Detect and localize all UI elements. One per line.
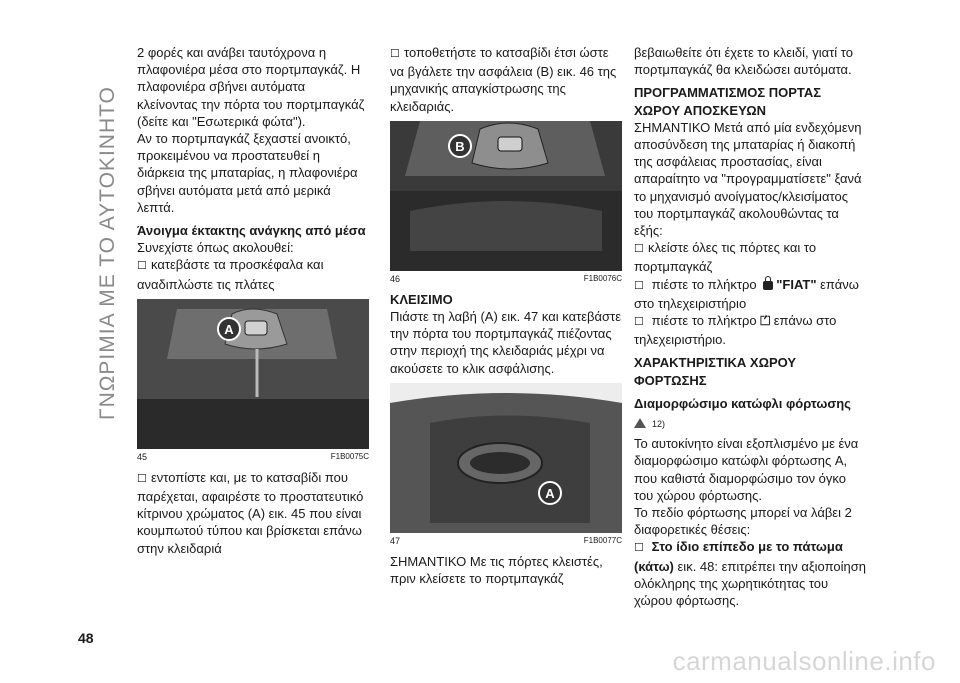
- tailgate-handle-photo: [390, 383, 622, 533]
- bullet-item: [634, 276, 866, 312]
- paragraph: βεβαιωθείτε ότι έχετε το κλειδί, γιατί το πορτμπαγκάζ θα κλειδώσει αυτόματα.: [634, 45, 853, 78]
- section-heading: Άνοιγμα έκτακτης ανάγκης από μέσα: [137, 223, 366, 239]
- paragraph: Το αυτοκίνητο είναι εξοπλισμένο με ένα διαμορφώσιμο κατώφλι φόρτωσης A, που καθιστά διαμορφώσιμο τον όγκο του χώρου φόρτωσης.: [634, 436, 859, 503]
- warning-note: 12): [634, 416, 866, 433]
- bullet-text: επάνω στο τηλεχειριστήριο: [634, 276, 859, 311]
- figure-callout-a: A: [545, 485, 555, 501]
- lock-release-photo: [390, 121, 622, 271]
- bullet-text: εικ. 48: επιτρέπει την αξιοποίηση ολόκληρης της χωρητικότητας του χώρου φόρτωσης.: [634, 558, 866, 609]
- figure-caption: [390, 535, 622, 547]
- bullet-item: ☐ τοποθετήστε το κατσαβίδι έτσι ώστε να βγάλετε την ασφάλεια (B) εικ. 46 της μηχανικής απαγκίστρωσης της κλειδαριάς.: [390, 44, 622, 115]
- paragraph: Συνεχίστε όπως ακολουθεί:: [137, 240, 294, 256]
- column-2: [390, 44, 622, 587]
- figure-code: F1B0077C: [583, 535, 622, 545]
- paragraph: Αν το πορτμπαγκάζ ξεχαστεί ανοικτό, προκειμένου να προστατευθεί η διάρκεια της μπαταρίας, η πλαφονιέρα σβήνει αυτόματα μετά από μερικά λεπτά.: [137, 131, 358, 215]
- figure-code: F1B0076C: [583, 273, 622, 283]
- paragraph: 2 φορές και ανάβει ταυτόχρονα η πλαφονιέρα μέσα στο πορτμπαγκάζ. Η πλαφονιέρα σβήνει αυτόματα κλείνοντας την πόρτα του πορτμπαγκάζ (δείτε και "Εσωτερικά φώτα").: [137, 45, 365, 129]
- subsection-heading: Διαμορφώσιμο κατώφλι φόρτωσης: [634, 395, 851, 411]
- bullet-item: ☐ εντοπίστε και, με το κατσαβίδι που παρέχεται, αφαιρέστε το προστατευτικό κίτρινου χρώματος (A) εικ. 45 που είναι κουμπωτού τύπου και βρίσκεται επάνω στην κλειδαριά: [137, 469, 369, 557]
- figure-caption: [137, 451, 369, 463]
- figure-number: 45: [137, 451, 148, 462]
- paragraph: Το πεδίο φόρτωσης μπορεί να λάβει 2 διαφορετικές θέσεις:: [634, 505, 852, 538]
- figure-number: 46: [390, 273, 401, 284]
- figure-number: 47: [390, 535, 401, 546]
- trunk-lock-photo: [137, 299, 369, 449]
- lock-icon: [763, 281, 773, 290]
- bullet-text: πιέστε το πλήκτρο: [651, 276, 757, 292]
- figure-45: [137, 299, 369, 463]
- paragraph: ΣΗΜΑΝΤΙΚΟ Με τις πόρτες κλειστές, πριν κλείσετε το πορτμπαγκάζ: [390, 553, 603, 587]
- bullet-bold-text: Στο ίδιο επίπεδο με το πάτωμα (κάτω): [634, 539, 843, 574]
- bullet-item: [634, 312, 866, 348]
- paragraph: Πιάστε τη λαβή (A) εικ. 47 και κατεβάστε την πόρτα του πορτμπαγκάζ πιέζοντας στην περιοχή της κλειδαριάς μέχρι να ακούσετε το κλικ ασφάλισης.: [390, 309, 621, 376]
- trunk-key-icon: ⏍: [760, 313, 771, 329]
- fiat-key-label: "FIAT": [776, 276, 817, 292]
- bullet-text: επάνω στο τηλεχειριστήριο.: [634, 313, 837, 348]
- figure-code: F1B0075C: [330, 451, 369, 461]
- figure-46: [390, 121, 622, 285]
- figure-callout-b: B: [455, 138, 465, 154]
- bullet-item: ☐ κατεβάστε τα προσκέφαλα και αναδιπλώστε τις πλάτες: [137, 256, 369, 292]
- figure-47: [390, 383, 622, 547]
- bullet-item: [634, 538, 866, 609]
- column-3: [634, 44, 866, 609]
- side-section-title: ΓΝΩΡΙΜΙΑ ΜΕ ΤΟ ΑΥΤΟΚΙΝΗΤΟ: [96, 86, 119, 420]
- paragraph: ΣΗΜΑΝΤΙΚΟ Μετά από μία ενδεχόμενη αποσύνδεση της μπαταρίας ή διακοπή της ασφάλειας προστασίας, είναι απαραίτητο να "προγραμματίσετε" ξανά το μηχανισμό ανοίγματος/κλεισίματος του πορτμπαγκάζ ακολουθώντας τα εξής:: [634, 119, 862, 239]
- figure-callout-a: A: [224, 321, 234, 337]
- watermark: carmanualsonline.info: [672, 646, 936, 676]
- column-1: [137, 44, 369, 557]
- bullet-text: πιέστε το πλήκτρο: [651, 313, 757, 329]
- section-heading: ΚΛΕΙΣΙΜΟ: [390, 291, 453, 307]
- bullet-item: ☐ κλείστε όλες τις πόρτες και το πορτμπαγκάζ: [634, 239, 866, 275]
- section-heading: ΧΑΡΑΚΤΗΡΙΣΤΙΚΑ ΧΩΡΟΥ ΦΟΡΤΩΣΗΣ: [634, 355, 797, 388]
- page-number: 48: [78, 630, 94, 646]
- section-heading: ΠΡΟΓΡΑΜΜΑΤΙΣΜΟΣ ΠΟΡΤΑΣ ΧΩΡΟΥ ΑΠΟΣΚΕΥΩΝ: [634, 85, 822, 118]
- warning-triangle-icon: [634, 418, 646, 428]
- figure-caption: [390, 273, 622, 285]
